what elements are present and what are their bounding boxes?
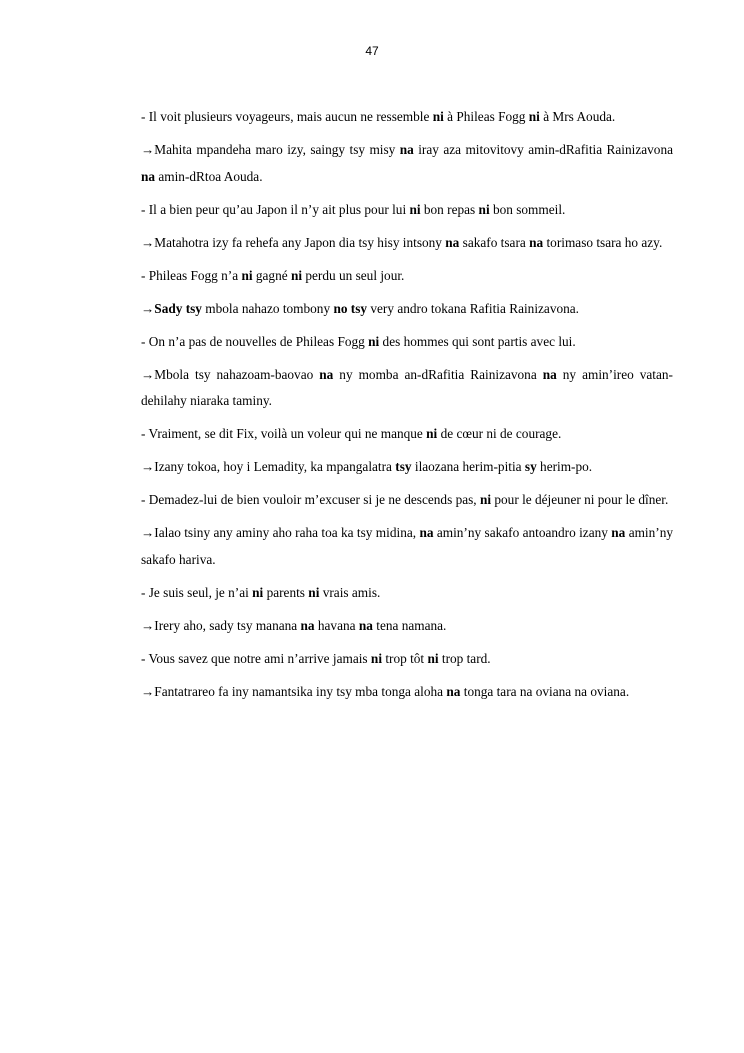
text-segment: amin-dRtoa Aouda. <box>155 168 263 184</box>
paragraph <box>141 580 673 607</box>
bold-particle: no tsy <box>333 300 368 316</box>
bold-particle: ni <box>308 584 320 600</box>
text-segment: tena namana. <box>372 617 447 633</box>
paragraph <box>141 329 673 356</box>
paragraph <box>141 137 673 190</box>
paragraph <box>141 230 673 257</box>
text-segment: →Mahita mpandeha maro izy, saingy tsy misy <box>141 142 400 157</box>
paragraph <box>141 679 673 706</box>
text-segment: de cœur ni de courage. <box>437 426 562 441</box>
paragraph <box>141 613 673 640</box>
text-segment: →Fantatrareo fa iny namantsika iny tsy mba tonga aloha <box>141 683 447 699</box>
bold-particle: ni <box>409 201 421 217</box>
text-segment: trop tard. <box>438 650 491 666</box>
bold-particle: na <box>611 525 626 540</box>
bold-particle: ni <box>241 267 253 283</box>
bold-particle: na <box>419 525 434 540</box>
text-segment: torimaso tsara ho azy. <box>543 234 663 250</box>
text-segment: parents <box>263 584 309 600</box>
text-segment: des hommes qui sont partis avec lui. <box>379 333 576 349</box>
bold-particle: ni <box>370 650 383 666</box>
paragraph <box>141 104 673 131</box>
text-segment: - Il a bien peur qu’au Japon il n’y ait plus pour lui <box>141 201 410 217</box>
bold-particle: ni <box>478 201 490 217</box>
bold-particle: na <box>141 168 156 184</box>
bold-particle: na <box>300 617 315 633</box>
text-segment: amin’ny sakafo hariva. <box>141 525 674 567</box>
text-segment: →Ialao tsiny any aminy aho raha toa ka tsy midina, <box>141 525 420 540</box>
text-segment: ilaozana herim-pitia <box>411 459 525 474</box>
text-segment: →Izany tokoa, hoy i Lemadity, ka mpangalatra <box>141 459 396 474</box>
text-segment: à Phileas Fogg <box>443 109 529 124</box>
bold-particle: na <box>445 234 460 250</box>
text-segment: →Mbola tsy nahazoam-baovao <box>141 366 320 382</box>
text-segment: iray aza mitovitovy amin-dRafitia Rainizavona <box>413 142 673 157</box>
bold-particle: ni <box>252 584 264 600</box>
paragraph <box>141 263 673 290</box>
bold-particle: ni <box>427 650 439 666</box>
text-segment: pour le déjeuner ni pour le dîner. <box>491 492 669 507</box>
page-number: 47 <box>365 44 379 58</box>
bold-particle: na <box>446 683 461 699</box>
bold-particle: ni <box>426 426 438 441</box>
text-segment: - Vous savez que notre ami n’arrive jamais <box>141 650 371 666</box>
bold-particle: na <box>399 142 414 157</box>
paragraph <box>141 421 673 448</box>
text-segment: herim-po. <box>536 459 593 474</box>
text-segment: →Irery aho, sady tsy manana <box>141 617 301 633</box>
document-body <box>141 104 673 712</box>
text-segment: →Matahotra izy fa rehefa any Japon dia tsy hisy intsony <box>141 234 446 250</box>
text-segment: - Phileas Fogg n’a <box>141 267 242 283</box>
text-segment: amin’ny sakafo antoandro izany <box>433 525 612 540</box>
bold-particle: na <box>542 366 557 382</box>
bold-particle: tsy <box>395 459 412 474</box>
text-segment: bon repas <box>420 201 479 217</box>
paragraph <box>141 296 673 323</box>
bold-particle: ni <box>479 492 492 507</box>
text-segment: tonga tara na oviana na oviana. <box>460 683 630 699</box>
bold-particle: ni <box>528 109 540 124</box>
bold-particle: ni <box>368 333 380 349</box>
bold-particle: ni <box>432 109 444 124</box>
text-segment: havana <box>314 617 359 633</box>
text-segment: mbola nahazo tombony <box>201 300 334 316</box>
paragraph <box>141 362 673 415</box>
paragraph <box>141 197 673 224</box>
text-segment: ny momba an-dRafitia Rainizavona <box>333 366 543 382</box>
paragraph <box>141 454 673 481</box>
text-segment: gagné <box>252 267 291 283</box>
text-segment: → <box>141 300 155 316</box>
text-segment: - Il voit plusieurs voyageurs, mais aucun ne ressemble <box>141 109 433 124</box>
text-segment: - Vraiment, se dit Fix, voilà un voleur qui ne manque <box>141 426 427 441</box>
text-segment: à Mrs Aouda. <box>539 109 616 124</box>
text-segment: ny amin’ireo vatan-dehilahy niaraka taminy. <box>141 366 673 408</box>
text-segment: very andro tokana Rafitia Rainizavona. <box>367 300 579 316</box>
bold-particle: ni <box>290 267 303 283</box>
bold-particle: sy <box>524 459 537 474</box>
text-segment: - Je suis seul, je n’ai <box>141 584 253 600</box>
text-segment: - On n’a pas de nouvelles de Phileas Fogg <box>141 333 369 349</box>
text-segment: trop tôt <box>382 650 428 666</box>
bold-particle: na <box>319 366 334 382</box>
text-segment: bon sommeil. <box>489 201 566 217</box>
text-segment: vrais amis. <box>319 584 381 600</box>
bold-particle: na <box>358 617 373 633</box>
paragraph <box>141 520 673 573</box>
bold-particle: na <box>529 234 544 250</box>
text-segment: perdu un seul jour. <box>302 267 405 283</box>
paragraph <box>141 487 673 514</box>
bold-particle: Sady tsy <box>154 300 202 316</box>
paragraph <box>141 646 673 673</box>
text-segment: - Demadez-lui de bien vouloir m’excuser si je ne descends pas, <box>141 492 480 507</box>
text-segment: sakafo tsara <box>459 234 530 250</box>
